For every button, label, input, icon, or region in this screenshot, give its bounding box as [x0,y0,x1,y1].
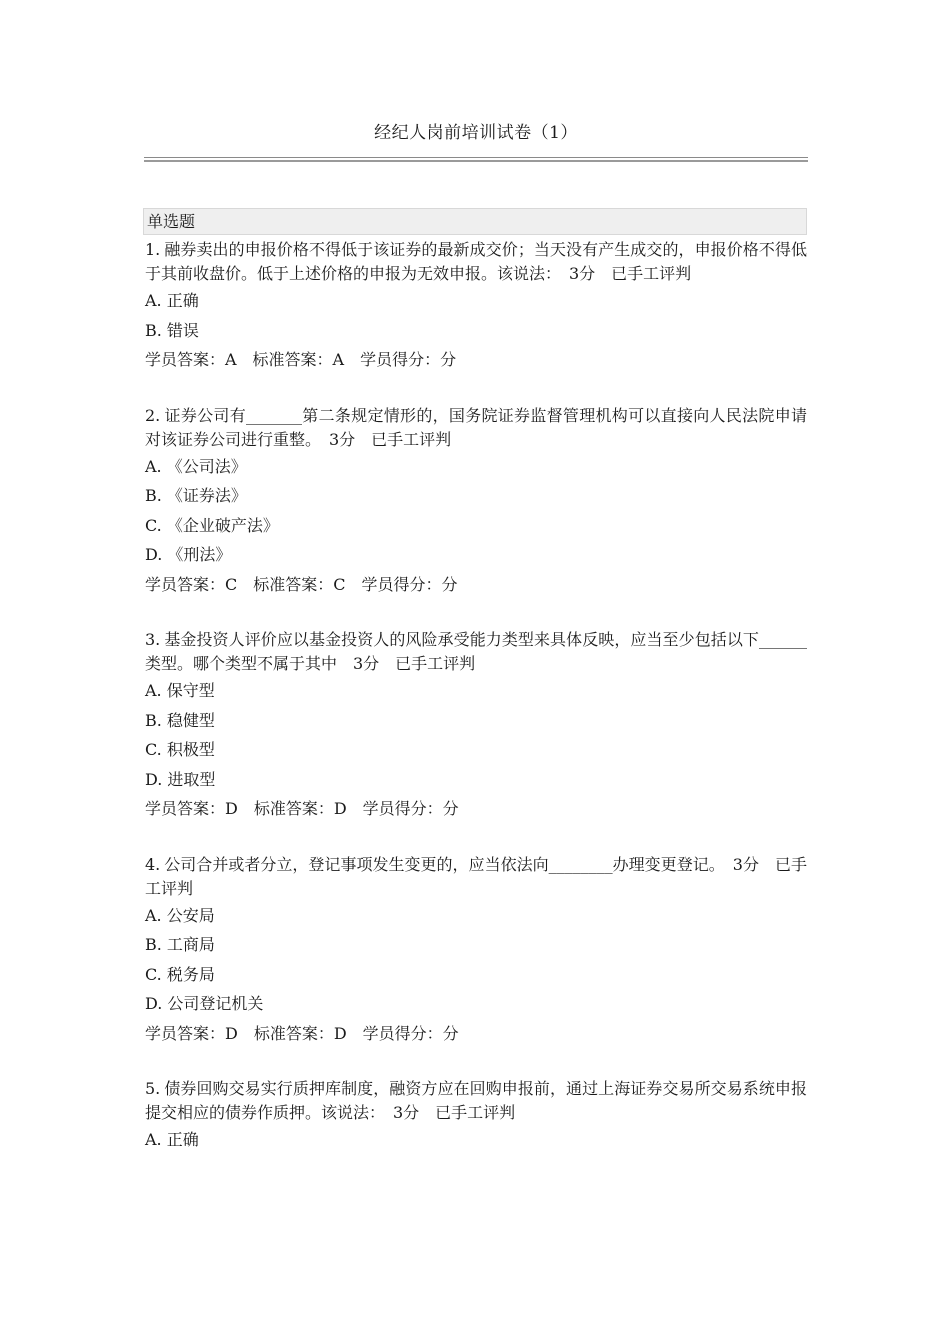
answer-option: D. 《刑法》 [145,545,232,564]
answer-option: C. 《企业破产法》 [145,515,279,535]
question-item [145,853,807,1049]
question-number: 3. [145,630,161,649]
question-number: 1. [145,240,161,259]
answer-result-line: 学员答案：D 标准答案：D 学员得分：分 [145,1023,459,1043]
answer-option: B. 《证券法》 [145,486,247,505]
question-text: 债券回购交易实行质押库制度，融资方应在回购申报前，通过上海证券交易所交易系统申报提交相应的债券作质押。该说法： 3分 已手工评判 [145,1079,807,1122]
section-header-single-choice: 单选题 [143,208,807,235]
document-title: 经纪人岗前培训试卷（1） [374,123,578,143]
answer-option: A. 保守型 [145,681,215,700]
question-number: 2. [145,405,161,425]
question-item [145,628,807,824]
answer-option: C. 税务局 [145,964,215,984]
question-stem [145,628,807,676]
question-stem [145,238,807,286]
question-text: 基金投资人评价应以基金投资人的风险承受能力类型来具体反映，应当至少包括以下______类型。哪个类型不属于其中 3分 已手工评判 [145,630,807,673]
title-divider [144,157,808,158]
answer-option: A. 正确 [145,291,199,310]
answer-option: A. 《公司法》 [145,456,247,476]
title-divider-shadow [144,160,808,162]
question-stem [145,853,807,901]
answer-option: A. 正确 [145,1130,199,1149]
answer-result-line: 学员答案：C 标准答案：C 学员得分：分 [145,574,458,594]
answer-option: D. 进取型 [145,769,216,789]
question-list [145,238,807,1184]
question-item [145,404,807,600]
answer-option: A. 公安局 [145,905,215,925]
question-stem [145,404,807,452]
question-text: 证券公司有_______第二条规定情形的，国务院证券监督管理机构可以直接向人民法院申请对该证券公司进行重整。 3分 已手工评判 [145,405,807,449]
answer-result-line: 学员答案：A 标准答案：A 学员得分：分 [145,350,457,369]
answer-option: D. 公司登记机关 [145,994,264,1013]
answer-option: C. 积极型 [145,740,215,759]
answer-option: B. 错误 [145,320,199,340]
question-text: 融券卖出的申报价格不得低于该证券的最新成交价；当天没有产生成交的，申报价格不得低于其前收盘价。低于上述价格的申报为无效申报。该说法： 3分 已手工评判 [145,240,807,283]
question-stem [145,1077,807,1125]
answer-option: B. 稳健型 [145,710,215,730]
answer-option: B. 工商局 [145,935,215,954]
question-item [145,238,807,375]
question-item [145,1077,807,1155]
question-number: 5. [145,1079,161,1098]
answer-result-line: 学员答案：D 标准答案：D 学员得分：分 [145,799,459,818]
question-number: 4. [145,854,161,874]
question-text: 公司合并或者分立，登记事项发生变更的，应当依法向________办理变更登记。 3分 已手工评判 [145,854,807,898]
